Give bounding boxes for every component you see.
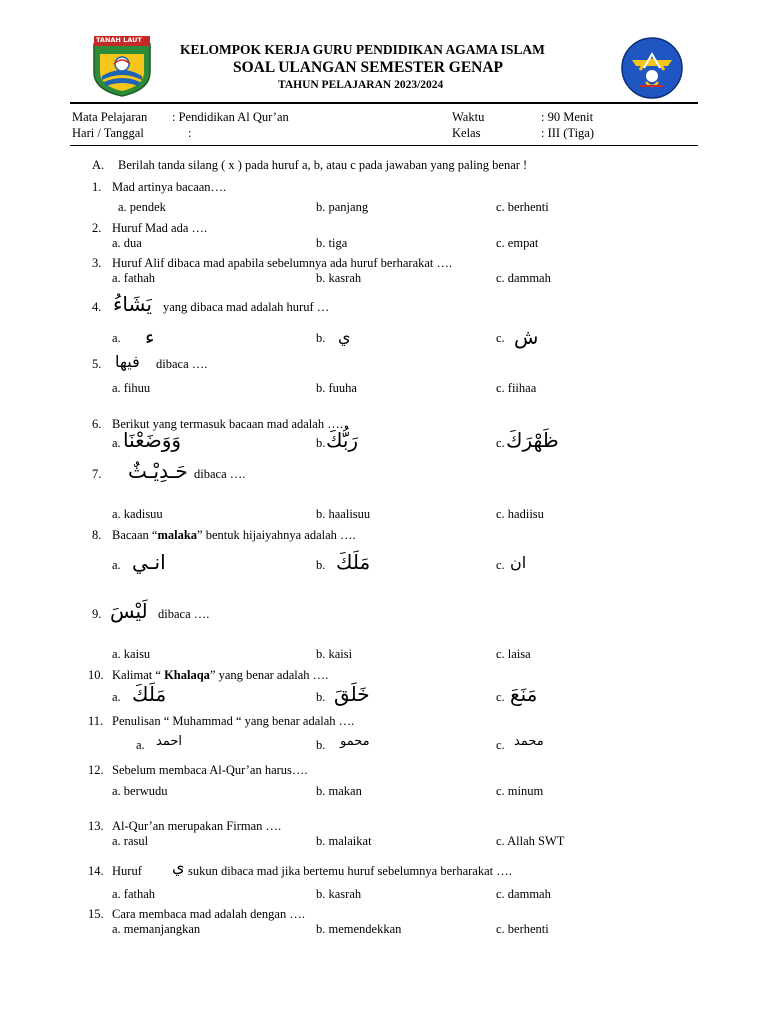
q4-option-a-label[interactable]: a. [112,331,121,345]
q6-option-b-arabic[interactable]: رَبُّكَ [326,428,359,452]
q1-option-a[interactable]: a. pendek [118,200,166,214]
q11-option-c-arabic[interactable]: محمد [514,734,544,749]
q10-option-b-label[interactable]: b. [316,690,326,704]
q11-text: Penulisan “ Muhammad “ yang benar adalah …. [112,714,355,728]
q4-option-c-arabic[interactable]: ش [514,325,539,349]
logo-left-text: TANAH LAUT [96,36,142,44]
q10-number: 10. [88,668,104,682]
q12-option-a[interactable]: a. berwudu [112,784,168,798]
time-label: Waktu [452,110,485,124]
q11-option-a-label[interactable]: a. [136,738,145,752]
q8-option-b-label[interactable]: b. [316,558,326,572]
q8-text-pre: Bacaan “ [112,528,158,542]
q14-text-pre: Huruf [112,864,142,878]
q13-text: Al-Qur’an merupakan Firman …. [112,819,282,833]
q2-option-a[interactable]: a. dua [112,236,142,250]
q3-option-c[interactable]: c. dammah [496,271,551,285]
q10-text-bold: Khalaqa [164,668,210,682]
day-value: : [188,126,192,140]
q10-text-post: ” yang benar adalah …. [209,668,329,682]
header-line-2: SOAL ULANGAN SEMESTER GENAP [233,59,504,76]
q13-option-a[interactable]: a. rasul [112,834,149,848]
q6-option-a-label[interactable]: a. [112,436,121,450]
q11-number: 11. [88,714,104,728]
q4-option-c-label[interactable]: c. [496,331,505,345]
q9-number: 9. [92,607,102,621]
q15-number: 15. [88,907,104,921]
q5-option-b[interactable]: b. fuuha [316,381,357,395]
q8-option-b-arabic[interactable]: مَلَكَ [336,550,371,574]
q4-option-b-label[interactable]: b. [316,331,326,345]
q5-number: 5. [92,357,102,371]
q11-option-c-label[interactable]: c. [496,738,505,752]
q13-number: 13. [88,819,104,833]
q4-option-a-arabic[interactable]: ء [145,325,155,349]
q8-number: 8. [92,528,102,542]
q10-text [112,668,328,683]
q2-option-c[interactable]: c. empat [496,236,539,250]
q8-option-c-label[interactable]: c. [496,558,505,572]
q8-option-c-arabic[interactable]: ان [510,553,527,572]
q12-text: Sebelum membaca Al-Qur’an harus…. [112,763,308,777]
q3-option-b[interactable]: b. kasrah [316,271,362,285]
q11-option-a-arabic[interactable]: احمد [156,734,182,749]
subject-value: : Pendidikan Al Qur’an [172,110,289,124]
q12-number: 12. [88,763,104,777]
kemdikbud-logo [620,36,684,100]
q15-option-a[interactable]: a. memanjangkan [112,922,201,936]
q3-option-a[interactable]: a. fathah [112,271,156,285]
subject-label: Mata Pelajaran [72,110,148,124]
q3-text: Huruf Alif dibaca mad apabila sebelumnya ada huruf berharakat …. [112,256,453,270]
class-value: : III (Tiga) [541,126,595,140]
q1-text: Mad artinya bacaan…. [112,180,227,194]
q14-option-a[interactable]: a. fathah [112,887,156,901]
q6-option-c-label[interactable]: c. [496,436,505,450]
q11-option-b-arabic[interactable]: محمو [340,734,370,749]
info-divider [70,145,698,146]
q5-option-c[interactable]: c. fiihaa [496,381,537,395]
q9-option-b[interactable]: b. kaisi [316,647,353,661]
q13-option-c[interactable]: c. Allah SWT [496,834,565,848]
q10-option-a-label[interactable]: a. [112,690,121,704]
q4-arabic: يَشَاءُ [113,292,152,316]
q14-number: 14. [88,864,104,878]
q3-number: 3. [92,256,102,270]
q6-option-c-arabic[interactable]: ظَهْرَكَ [506,428,559,452]
q1-number: 1. [92,180,102,194]
q12-option-b[interactable]: b. makan [316,784,362,798]
q9-arabic: لَيْسَ [110,599,148,623]
header-line-1: KELOMPOK KERJA GURU PENDIDIKAN AGAMA ISLAM [180,42,545,57]
q14-text-post: sukun dibaca mad jika bertemu huruf sebelumnya berharakat …. [188,864,512,878]
q8-text-post: ” bentuk hijaiyahnya adalah …. [197,528,356,542]
time-value: : 90 Menit [541,110,594,124]
q7-option-b[interactable]: b. haalisuu [316,507,371,521]
header-divider [70,102,698,104]
q15-option-b[interactable]: b. memendekkan [316,922,402,936]
q14-arabic: ي [172,857,185,876]
q4-number: 4. [92,300,102,314]
q10-text-pre: Kalimat “ [112,668,165,682]
q6-option-a-arabic[interactable]: وَوَضَعْنَا [123,428,182,452]
tanah-laut-logo [88,34,156,98]
q9-text: dibaca …. [158,607,210,621]
section-instruction: Berilah tanda silang ( x ) pada huruf a, b, atau c pada jawaban yang paling benar ! [118,158,528,172]
q10-option-c-arabic[interactable]: مَنَعَ [510,682,538,706]
q14-option-c[interactable]: c. dammah [496,887,551,901]
q5-option-a[interactable]: a. fihuu [112,381,151,395]
q8-text [112,528,356,543]
q8-text-bold: malaka [157,528,198,542]
q4-text: yang dibaca mad adalah huruf … [163,300,330,314]
q4-option-b-arabic[interactable]: ي [338,327,351,346]
q11-option-b-label[interactable]: b. [316,738,326,752]
q7-option-a[interactable]: a. kadisuu [112,507,163,521]
q10-option-b-arabic[interactable]: خَلَقَ [334,682,370,706]
q10-option-c-label[interactable]: c. [496,690,505,704]
q5-arabic: فيها [115,352,140,371]
q1-option-b[interactable]: b. panjang [316,200,369,214]
q15-text: Cara membaca mad adalah dengan …. [112,907,305,921]
q6-option-b-label[interactable]: b. [316,436,326,450]
q7-option-c[interactable]: c. hadiisu [496,507,544,521]
q9-option-a[interactable]: a. kaisu [112,647,151,661]
section-letter: A. [92,158,105,172]
q8-option-a-label[interactable]: a. [112,558,121,572]
class-label: Kelas [452,126,481,140]
header-line-3: TAHUN PELAJARAN 2023/2024 [278,79,444,91]
q14-option-b[interactable]: b. kasrah [316,887,362,901]
q8-option-a-arabic[interactable]: انـي [132,550,166,574]
q2-text: Huruf Mad ada …. [112,221,208,235]
q6-text: Berikut yang termasuk bacaan mad adalah …. [112,417,343,431]
day-label: Hari / Tanggal [72,126,144,140]
q6-number: 6. [92,417,102,431]
q2-option-b[interactable]: b. tiga [316,236,348,250]
q7-text: dibaca …. [194,467,246,481]
q15-option-c[interactable]: c. berhenti [496,922,549,936]
q9-option-c[interactable]: c. laisa [496,647,531,661]
q13-option-b[interactable]: b. malaikat [316,834,372,848]
q1-option-c[interactable]: c. berhenti [496,200,549,214]
q2-number: 2. [92,221,102,235]
q5-text: dibaca …. [156,357,208,371]
q10-option-a-arabic[interactable]: مَلَكَ [132,682,167,706]
q7-arabic: حَـدِيْـثٌ [128,459,188,483]
q12-option-c[interactable]: c. minum [496,784,544,798]
q7-number: 7. [92,467,102,481]
